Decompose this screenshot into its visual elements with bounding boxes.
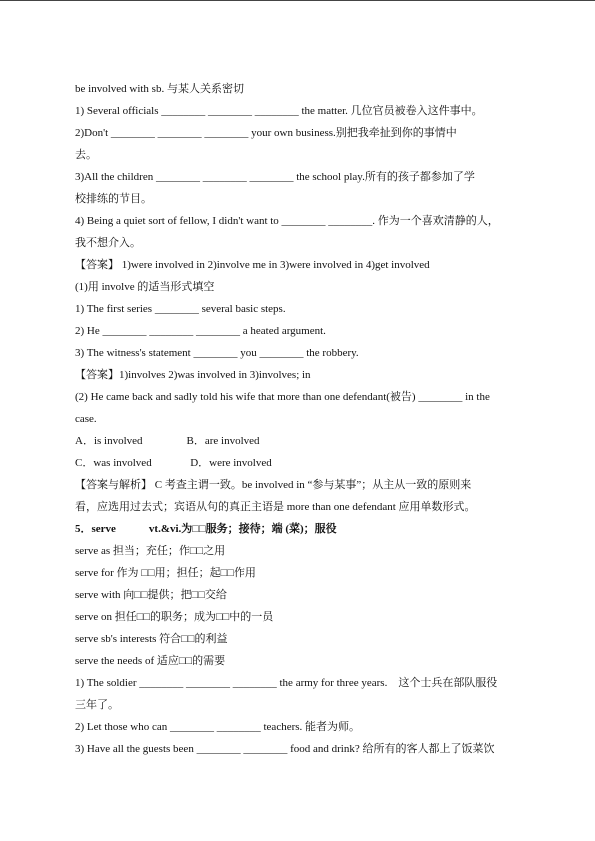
exercise-line: 2) Let those who can ________ ________ teachers. 能者为师。 xyxy=(75,721,361,733)
answer-line: 【答案】1)involves 2)was involved in 3)involves; in xyxy=(75,369,311,381)
answer-line: 【答案】 1)were involved in 2)involve me in 3)were involved in 4)get involved xyxy=(75,259,430,271)
exercise-line: 1) Several officials ________ ________ ________ the matter. 几位官员被卷入这件事中。 xyxy=(75,105,483,117)
vocab-heading-serve: 5．serve vt.&vi.为□□服务；接待；端 (菜)；服役 xyxy=(75,523,337,535)
phrase-line: be involved with sb. 与某人关系密切 xyxy=(75,83,244,95)
document-body xyxy=(75,78,545,760)
phrase-line: serve sb's interests 符合□□的利益 xyxy=(75,633,228,645)
exercise-line-cont: 我不想介入。 xyxy=(75,237,141,249)
phrase-line: serve with 向□□提供；把□□交给 xyxy=(75,589,227,601)
answer-analysis-line-cont: 看，应选用过去式；宾语从句的真正主语是 more than one defendant 应用单数形式。 xyxy=(75,501,476,513)
section-heading: (1)用 involve 的适当形式填空 xyxy=(75,281,215,293)
phrase-line: serve as 担当；充任；作□□之用 xyxy=(75,545,226,557)
exercise-line: 2) He ________ ________ ________ a heated argument. xyxy=(75,325,326,337)
exercise-line: 2)Don't ________ ________ ________ your own business.别把我牵扯到你的事情中 xyxy=(75,127,457,139)
exercise-line-cont: 校排练的节目。 xyxy=(75,193,152,205)
option-line: C．was involved D．were involved xyxy=(75,457,272,469)
exercise-line: 3)All the children ________ ________ ________ the school play.所有的孩子都参加了学 xyxy=(75,171,475,183)
exercise-line: 1) The soldier ________ ________ ________ the army for three years. 这个士兵在部队服役 xyxy=(75,677,498,689)
answer-analysis-line: 【答案与解析】 C 考查主谓一致。be involved in “参与某事”；从主从一致的原则来 xyxy=(75,479,472,491)
exercise-line: 1) The first series ________ several basic steps. xyxy=(75,303,286,315)
question-line-cont: case. xyxy=(75,413,97,425)
exercise-line: 3) The witness's statement ________ you ________ the robbery. xyxy=(75,347,359,359)
exercise-line: 3) Have all the guests been ________ ________ food and drink? 给所有的客人都上了饭菜饮 xyxy=(75,743,495,755)
page-top-rule xyxy=(0,0,595,1)
exercise-line-cont: 三年了。 xyxy=(75,699,119,711)
option-line: A．is involved B．are involved xyxy=(75,435,260,447)
exercise-line: 4) Being a quiet sort of fellow, I didn't want to ________ ________. 作为一个喜欢清静的人， xyxy=(75,215,499,227)
phrase-line: serve for 作为 □□用；担任；起□□作用 xyxy=(75,567,256,579)
phrase-line: serve on 担任□□的职务；成为□□中的一员 xyxy=(75,611,274,623)
exercise-line-cont: 去。 xyxy=(75,149,97,161)
phrase-line: serve the needs of 适应□□的需要 xyxy=(75,655,226,667)
question-line: (2) He came back and sadly told his wife that more than one defendant(被告) ________ in the xyxy=(75,391,490,403)
